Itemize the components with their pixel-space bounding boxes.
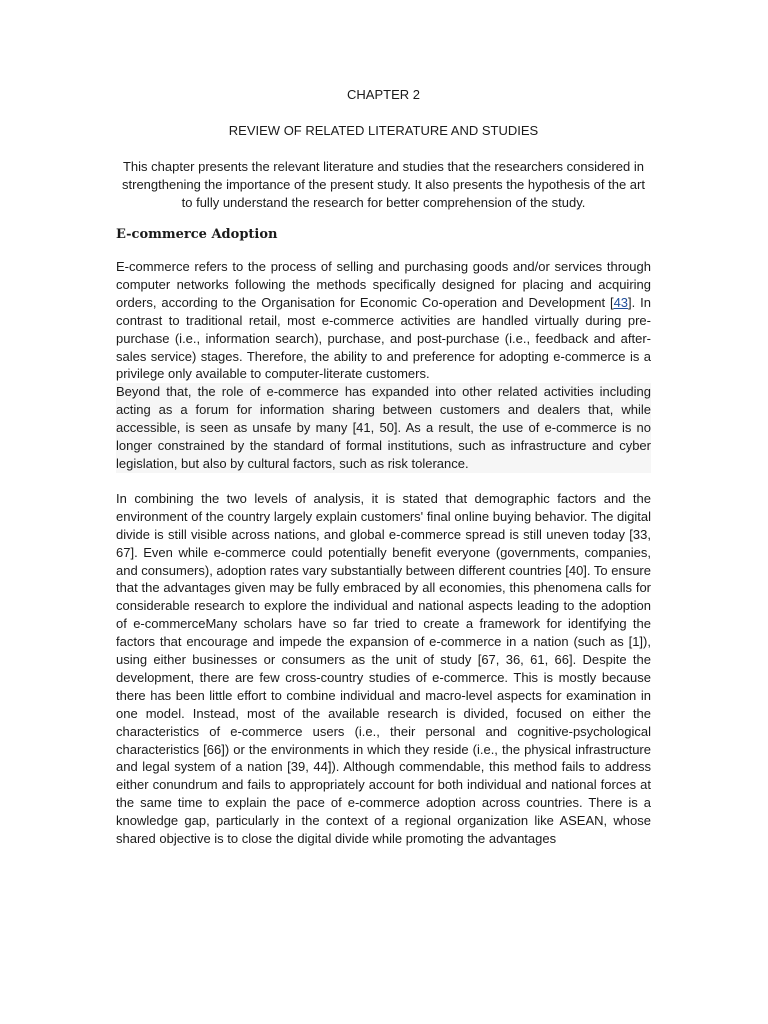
chapter-intro: This chapter presents the relevant literature and studies that the researchers considered in strengthening the importance of the present study. It also presents the hypothesis of the art to fully understand the research for better comprehension of the study. [122, 159, 645, 210]
paragraph-analysis: In combining the two levels of analysis, it is stated that demographic factors and the environment of the country largely explain customers' final online buying behavior. The digital divide is still visible across nations, and global e-commerce spread is still uneven today [33, 67]. Even while e-commerce could potentially benefit everyone (governments, companies, and consumers), adoption rates vary substantially between different countries [40]. To ensure that the advantages given may be fully embraced by all economies, this phenomena calls for considerable research to explore the individual and national aspects leading to the adoption of e-commerceMany scholars have so far tried to create a framework for identifying the factors that encourage and impede the expansion of e-commerce in a nation (such as [1]), using either businesses or consumers as the unit of study [67, 36, 61, 66]. Despite the development, there are few cross-country studies of e-commerce. This is mostly because there has been little effort to combine individual and macro-level aspects for examination in one model. Instead, most of the available research is divided, focused on either the characteristics of e-commerce users (i.e., their personal and cognitive-psychological characteristics [66]) or the environments in which they reside (i.e., the physical infrastructure and legal system of a nation [39, 44]). Although commendable, this method fails to address either conundrum and fails to appropriately account for both individual and national forces at the same time to explain the pace of e-commerce adoption across countries. There is a knowledge gap, particularly in the context of a regional organization like ASEAN, whose shared objective is to close the digital divide while promoting the advantages [116, 490, 651, 847]
paragraph-text: E-commerce refers to the process of selling and purchasing goods and/or services through computer networks following the methods specifically designed for placing and acquiring orders, according to the Organisation for Economic Co-operation and Development [ [116, 259, 651, 310]
document-page [116, 86, 651, 848]
chapter-label: CHAPTER 2 [347, 87, 420, 102]
paragraph-definition [116, 258, 651, 383]
chapter-title: REVIEW OF RELATED LITERATURE AND STUDIES [228, 123, 539, 138]
paragraph-role: Beyond that, the role of e-commerce has expanded into other related activities including acting as a forum for information sharing between customers and dealers that, while accessible, is seen as unsafe by many [41, 50]. As a result, the use of e-commerce is no longer constrained by the standard of formal institutions, such as infrastructure and cyber legislation, but also by cultural factors, such as risk tolerance. [116, 384, 651, 471]
paragraph-text: ]. In contrast to traditional retail, most e-commerce activities are handled virtually during pre-purchase (i.e., information search), purchase, and post-purchase (i.e., feedback and after-sales service) stages. Therefore, the ability to and preference for adopting e-commerce is a privilege only available to computer-literate customers. [116, 294, 651, 382]
section-heading: E-commerce Adoption [116, 227, 278, 242]
citation-link[interactable]: 43 [613, 294, 629, 310]
